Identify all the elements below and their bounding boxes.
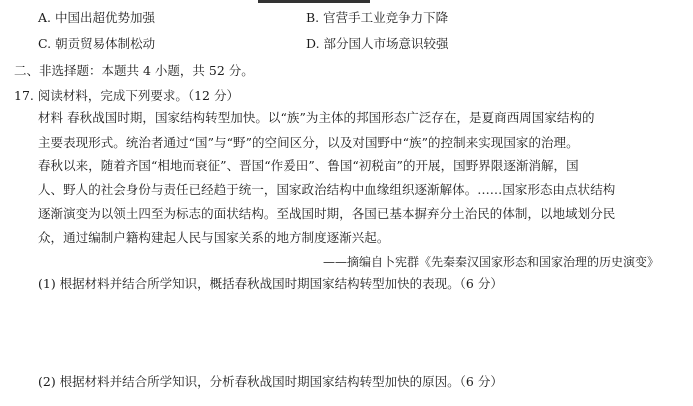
material-line-1: 材料 春秋战国时期，国家结构转型加快。以“族”为主体的邦国形态广泛存在，是夏商西周国家结构的 (38, 110, 595, 125)
top-divider (258, 0, 370, 3)
sub-question-2: (2) 根据材料并结合所学知识，分析春秋战国时期国家结构转型加快的原因。（6 分） (38, 374, 503, 389)
material-line-5: 逐渐演变为以领土四至为标志的面状结构。至战国时期，各国已基本摒弃分土治民的体制，以地域划分民 (38, 206, 616, 221)
sub-question-1: (1) 根据材料并结合所学知识，概括春秋战国时期国家结构转型加快的表现。（6 分） (38, 276, 503, 291)
material-line-3: 春秋以来，随着齐国“相地而衰征”、晋国“作爰田”、鲁国“初税亩”的开展，国野界限逐渐消解，国 (38, 158, 579, 173)
material-line-4: 人、野人的社会身份与责任已经趋于统一，国家政治结构中血缘组织逐渐解体。……国家形态由点状结构 (38, 182, 616, 197)
material-line-2: 主要表现形式。统治者通过“国”与“野”的空间区分，以及对国野中“族”的控制来实现国家的治理。 (38, 135, 579, 150)
option-a: A. 中国出超优势加强 (38, 10, 155, 25)
option-c: C. 朝贡贸易体制松动 (38, 36, 156, 51)
section-heading: 二、非选择题：本题共 4 小题，共 52 分。 (14, 63, 254, 78)
question-17-prompt: 17. 阅读材料，完成下列要求。（12 分） (14, 88, 239, 103)
option-d: D. 部分国人市场意识较强 (306, 36, 449, 51)
material-source-citation: ——摘编自卜宪群《先秦秦汉国家形态和国家治理的历史演变》 (322, 255, 659, 269)
option-b: B. 官营手工业竞争力下降 (306, 10, 449, 25)
material-line-6: 众，通过编制户籍构建起人民与国家关系的地方制度逐渐兴起。 (38, 230, 390, 245)
